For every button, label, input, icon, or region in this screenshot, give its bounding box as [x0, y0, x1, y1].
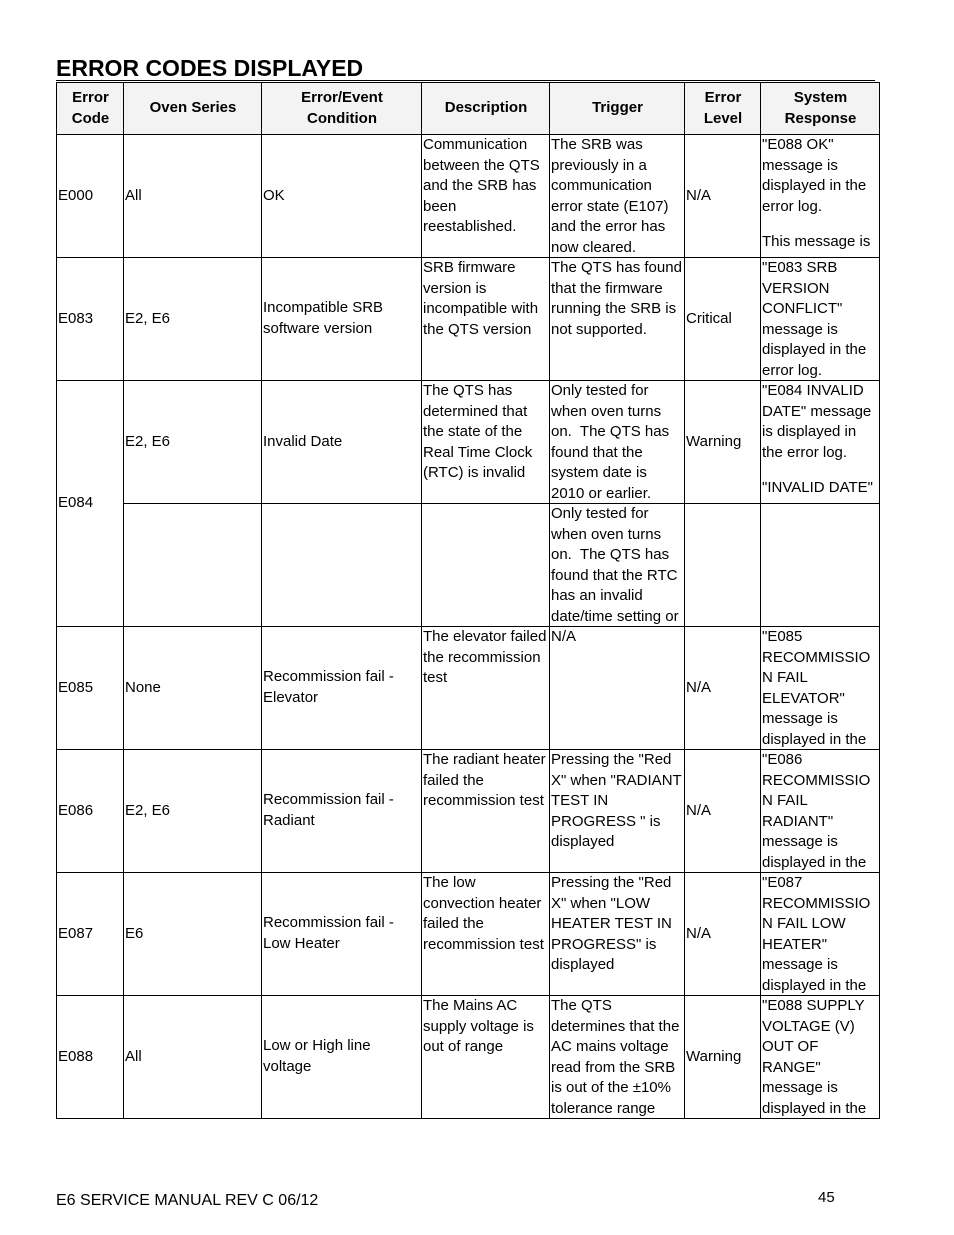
oven-series-cell: E2, E6	[124, 381, 262, 504]
footer-manual-title: E6 SERVICE MANUAL REV C 06/12	[56, 1192, 319, 1209]
oven-series-cell: All	[124, 135, 262, 258]
table-row	[57, 627, 880, 750]
error-level-cell: Warning	[685, 996, 761, 1119]
page-title: ERROR CODES DISPLAYED	[56, 56, 875, 81]
condition-cell: Invalid Date	[262, 381, 422, 504]
description-cell: The Mains AC supply voltage is out of range	[422, 996, 550, 1119]
error-level-cell: N/A	[685, 135, 761, 258]
error-code-cell: E085	[57, 627, 124, 750]
footer-page-number: 45	[818, 1189, 835, 1206]
oven-series-cell: E6	[124, 873, 262, 996]
error-codes-table	[56, 82, 880, 1119]
oven-series-cell: E2, E6	[124, 750, 262, 873]
oven-series-cell: None	[124, 627, 262, 750]
error-code-cell: E088	[57, 996, 124, 1119]
column-header-error-level: Error Level	[685, 83, 761, 135]
trigger-cell: The SRB was previously in a communication error state (E107) and the error has now cleared.	[550, 135, 685, 258]
table-row	[57, 873, 880, 996]
column-header-description: Description	[422, 83, 550, 135]
error-code-cell: E086	[57, 750, 124, 873]
error-code-cell: E000	[57, 135, 124, 258]
oven-series-cell: E2, E6	[124, 258, 262, 381]
system-response-cell: "E086 RECOMMISSIO N FAIL RADIANT" message is displayed in the	[761, 750, 880, 873]
condition-cell	[262, 504, 422, 627]
description-cell: SRB firmware version is incompatible with the QTS version	[422, 258, 550, 381]
column-header-condition: Error/Event Condition	[262, 83, 422, 135]
condition-cell: Recommission fail - Low Heater	[262, 873, 422, 996]
error-level-cell: Warning	[685, 381, 761, 504]
table-row	[57, 504, 880, 627]
column-header-error-code: Error Code	[57, 83, 124, 135]
description-cell: The QTS has determined that the state of the Real Time Clock (RTC) is invalid	[422, 381, 550, 504]
error-level-cell: N/A	[685, 627, 761, 750]
trigger-cell: Pressing the "Red X" when "RADIANT TEST IN PROGRESS " is displayed	[550, 750, 685, 873]
error-code-cell: E087	[57, 873, 124, 996]
system-response-cell: "E087 RECOMMISSIO N FAIL LOW HEATER" message is displayed in the	[761, 873, 880, 996]
system-response-cell: "E088 OK" message is displayed in the error log. This message is	[761, 135, 880, 258]
trigger-cell: The QTS determines that the AC mains voltage read from the SRB is out of the ±10% tolerance range	[551, 997, 683, 1117]
oven-series-cell: All	[124, 996, 262, 1119]
description-cell	[422, 504, 550, 627]
oven-series-cell	[124, 504, 262, 627]
table-header-row	[57, 83, 880, 135]
condition-cell: Low or High line voltage	[262, 996, 422, 1119]
description-cell: The elevator failed the recommission test	[422, 627, 550, 750]
description-cell: The low convection heater failed the recommission test	[422, 873, 550, 996]
trigger-cell: The QTS has found that the firmware running the SRB is not supported.	[550, 258, 685, 381]
table-row	[57, 996, 880, 1119]
trigger-cell: Only tested for when oven turns on. The QTS has found that the RTC has an invalid date/time setting or	[550, 504, 685, 627]
error-level-cell: Critical	[685, 258, 761, 381]
column-header-system-response: System Response	[761, 83, 880, 135]
condition-cell: OK	[262, 135, 422, 258]
description-cell: The radiant heater failed the recommission test	[422, 750, 550, 873]
error-code-cell: E084	[57, 381, 124, 627]
error-level-cell	[685, 504, 761, 627]
error-level-cell: N/A	[685, 873, 761, 996]
system-response-cell: "E084 INVALID DATE" message is displayed in the error log. "INVALID DATE"	[761, 381, 880, 504]
trigger-cell: Pressing the "Red X" when "LOW HEATER TEST IN PROGRESS" is displayed	[550, 873, 685, 996]
column-header-oven-series: Oven Series	[124, 83, 262, 135]
table-row	[57, 258, 880, 381]
table-row	[57, 135, 880, 258]
error-code-cell: E083	[57, 258, 124, 381]
column-header-trigger: Trigger	[550, 83, 685, 135]
system-response-cell: "E088 SUPPLY VOLTAGE (V) OUT OF RANGE" message is displayed in the	[761, 996, 880, 1119]
condition-cell: Incompatible SRB software version	[262, 258, 422, 381]
system-response-cell	[761, 504, 880, 627]
system-response-cell: "E083 SRB VERSION CONFLICT" message is displayed in the error log.	[761, 258, 880, 381]
table-row	[57, 381, 880, 504]
condition-cell: Recommission fail - Radiant	[262, 750, 422, 873]
table-row	[57, 750, 880, 873]
error-level-cell: N/A	[685, 750, 761, 873]
system-response-cell: "E085 RECOMMISSIO N FAIL ELEVATOR" message is displayed in the	[761, 627, 880, 750]
condition-cell: Recommission fail - Elevator	[262, 627, 422, 750]
trigger-cell: N/A	[550, 627, 685, 750]
description-cell: Communication between the QTS and the SRB has been reestablished.	[422, 135, 550, 258]
trigger-cell: Only tested for when oven turns on. The QTS has found that the system date is 2010 or earlier.	[550, 381, 685, 504]
